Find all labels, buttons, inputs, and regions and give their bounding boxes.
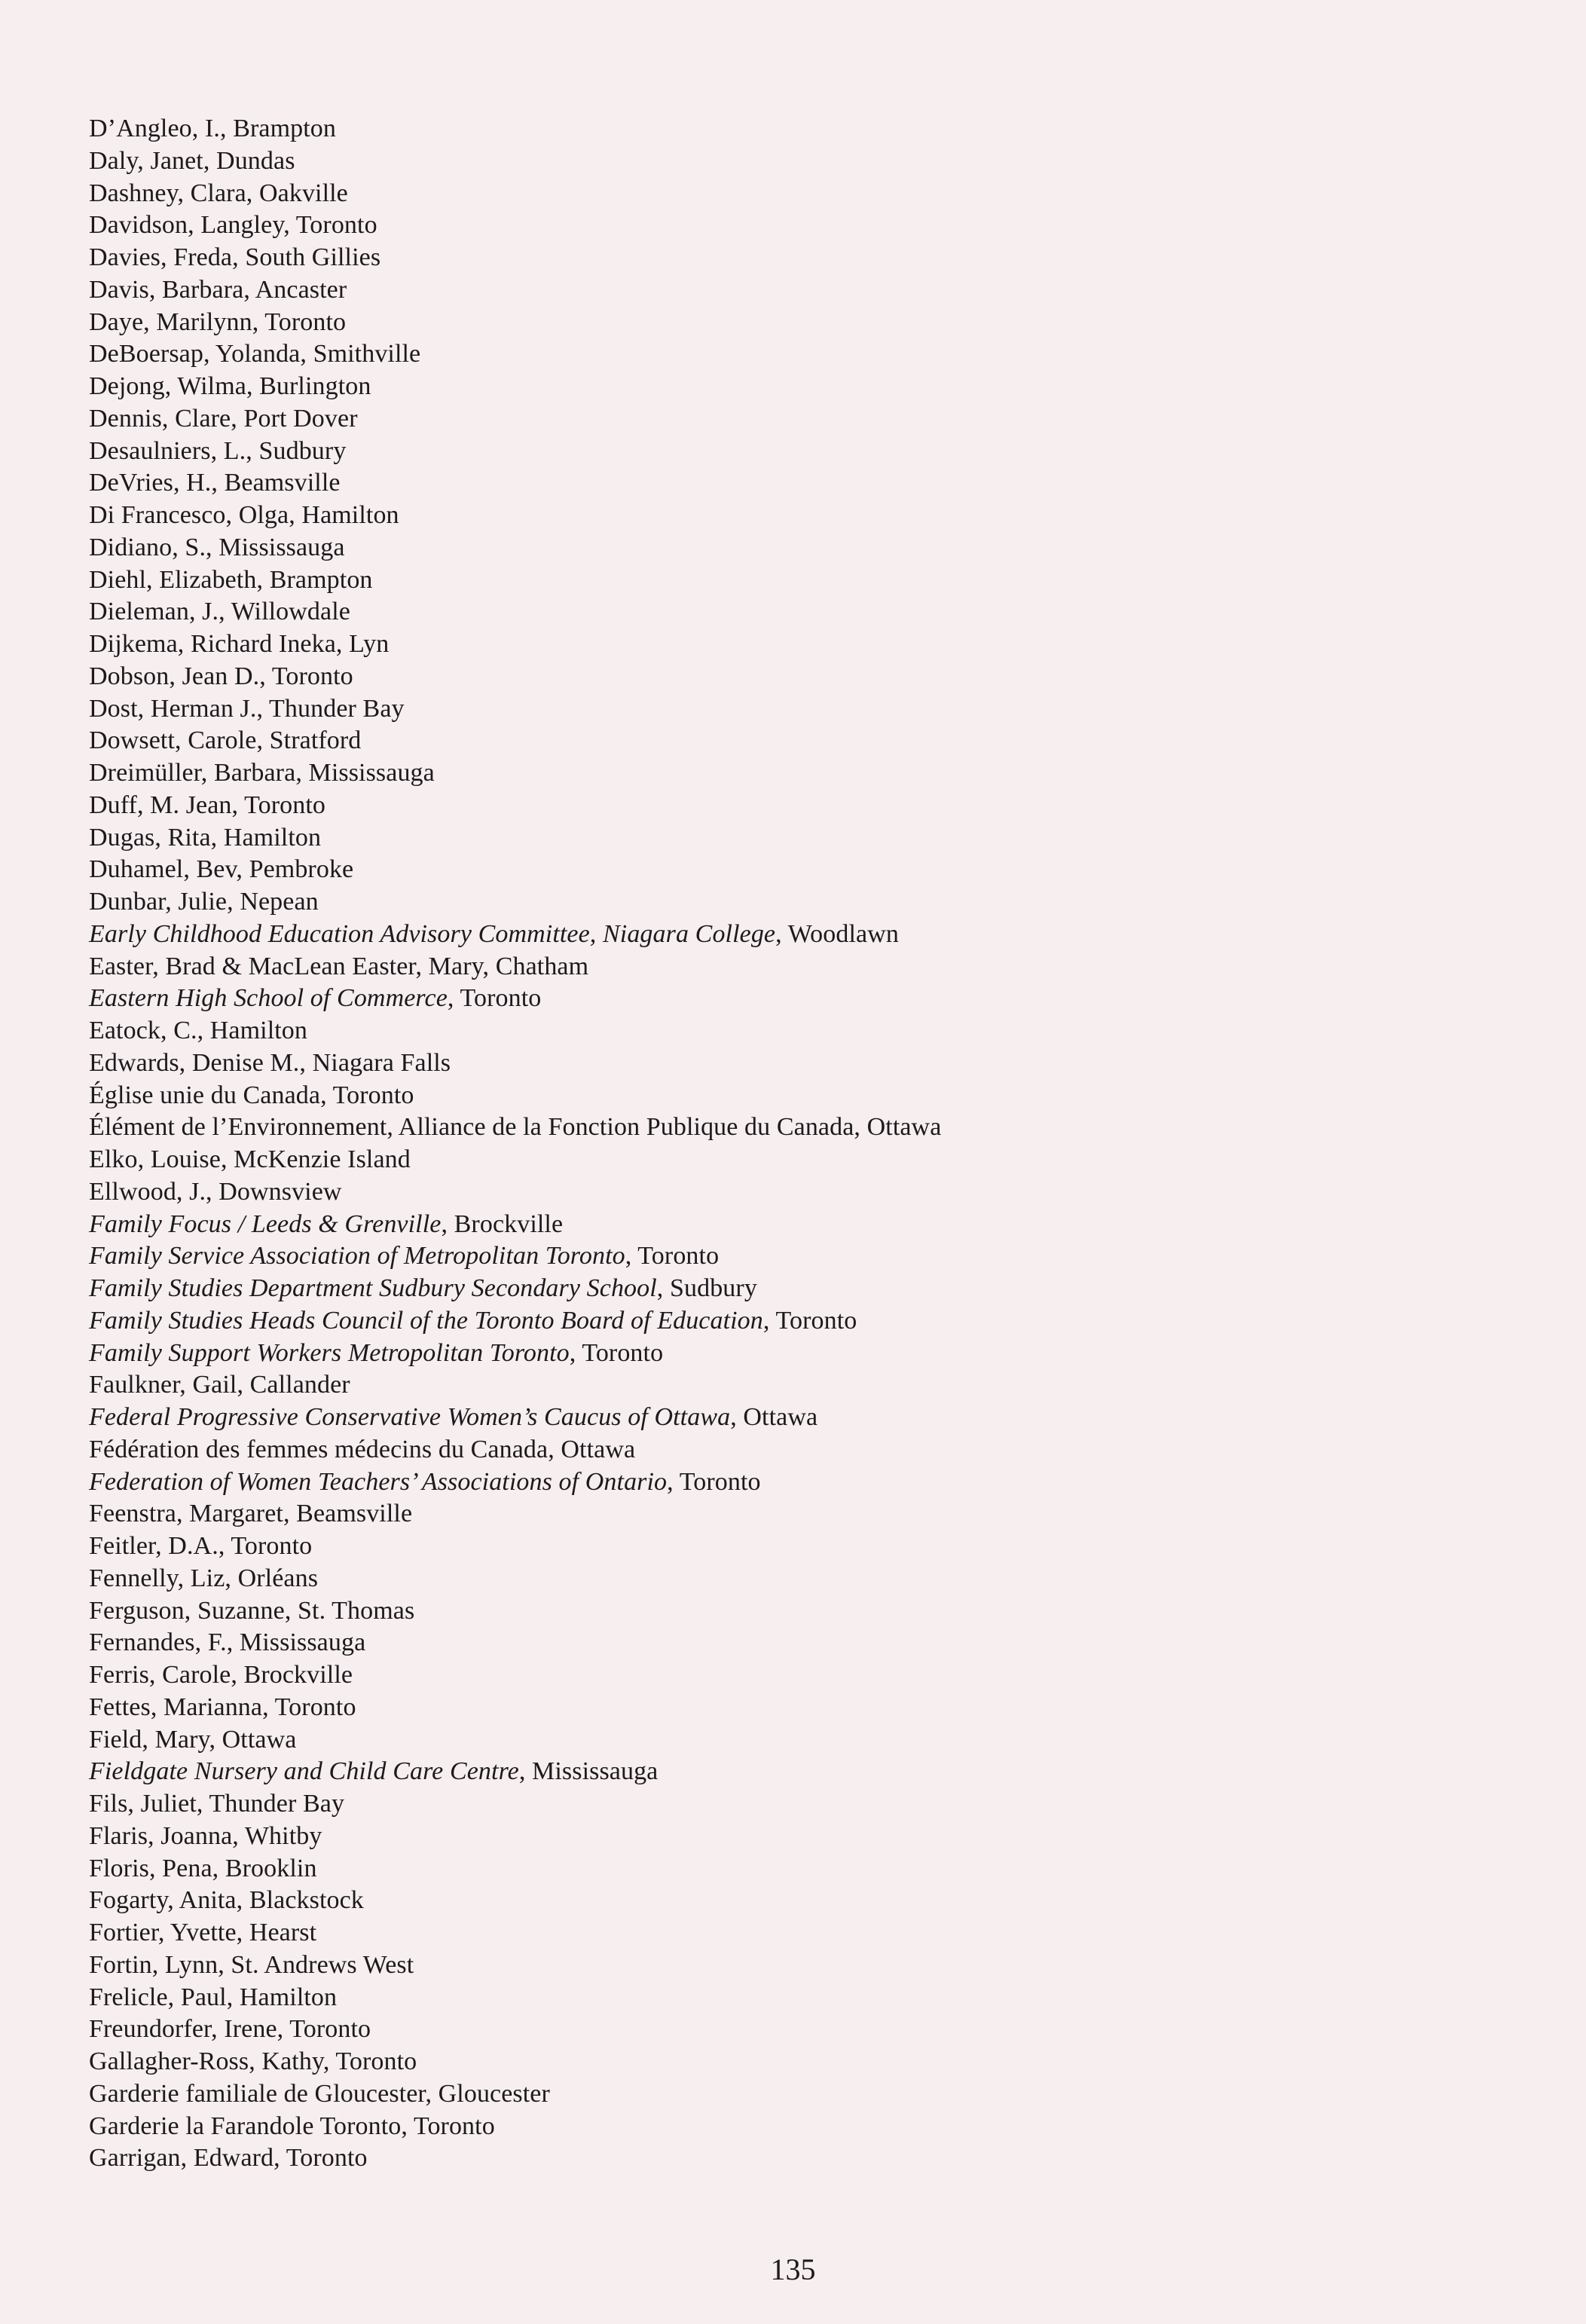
list-item [89,2046,1370,2078]
contributor-location: , Toronto [401,2111,495,2140]
organization-name: Family Studies Department Sudbury Secondary School [89,1274,657,1302]
organization-name: Federal Progressive Conservative Women’s Caucus of Ottawa [89,1403,731,1431]
list-item [89,1595,1370,1628]
contributor-location: , Ancaster [243,275,347,304]
contributor-name: Fennelly, Liz [89,1564,225,1592]
contributor-location: , St. Andrews West [218,1950,414,1979]
contributor-name: Dashney, Clara [89,179,246,207]
contributor-location: , Chatham [482,952,589,980]
organization-name: Eastern High School of Commerce [89,984,448,1013]
contributor-name: Davies, Freda [89,243,233,271]
contributor-name: Fogarty, Anita [89,1886,237,1915]
contributor-location: , Thunder Bay [256,694,405,723]
contributor-location: , Ottawa [854,1113,942,1142]
contributor-location: , Hamilton [210,823,322,852]
list-item [89,1080,1370,1112]
list-item [89,1305,1370,1338]
list-item [89,822,1370,855]
list-item [89,2111,1370,2143]
contributor-name: Dijkema, Richard Ineka [89,630,336,658]
list-item [89,307,1370,339]
contributor-location: , Beamsville [211,469,341,497]
contributor-name: Floris, Pena [89,1854,212,1882]
contributor-location: , Brockville [231,1661,353,1689]
contributor-location: , South Gillies [232,243,381,271]
list-item [89,1659,1370,1692]
list-item [89,178,1370,210]
list-item [89,1821,1370,1853]
list-item [89,1982,1370,2014]
contributor-location: , Hamilton [197,1017,308,1044]
contributor-name: Dunbar, Julie [89,888,228,916]
contributor-name: Ferris, Carole [89,1661,231,1689]
contributor-name: Elko, Louise [89,1145,221,1173]
list-item [89,1209,1370,1241]
contributor-location: , Hamilton [226,1983,338,2011]
contributor-name: Ellwood, J. [89,1177,206,1206]
contributor-name: Feenstra, Margaret [89,1500,283,1528]
contributor-location: , Brockville [441,1209,564,1238]
contributor-location: , Brampton [256,565,373,594]
contributor-location: , Toronto [283,211,377,240]
contributor-location: , Ottawa [730,1403,818,1431]
contributor-location: , Sudbury [656,1274,757,1302]
list-item [89,1015,1370,1047]
contributor-name: Daye, Marilynn [89,307,252,336]
list-item [89,951,1370,983]
contributor-name: Dowsett, Carole [89,726,257,755]
contributor-name: Freundorfer, Irene [89,2015,277,2044]
contributor-location: , Downsview [206,1177,342,1206]
list-item [89,1756,1370,1788]
list-item [89,1434,1370,1466]
list-item [89,1176,1370,1209]
list-item [89,2078,1370,2111]
contributor-name: Didiano, S. [89,533,206,561]
contributor-location: , Toronto [447,984,542,1013]
contributor-name: Garrigan, Edward [89,2144,274,2173]
contributor-location: , Mississauga [206,533,345,561]
contributor-name: Eatock, C. [89,1017,197,1044]
list-item [89,1885,1370,1917]
list-item [89,1112,1370,1144]
list-item [89,1563,1370,1595]
contributor-location: , Toronto [762,1306,857,1335]
contributor-name: Dost, Herman J. [89,694,257,723]
organization-name: Federation of Women Teachers’ Associations of Ontario [89,1467,668,1496]
list-item [89,436,1370,468]
contributor-location: , Mississauga [226,1628,366,1657]
contributor-name: Église unie du Canada [89,1081,321,1109]
organization-name: Fieldgate Nursery and Child Care Centre [89,1757,519,1786]
contributor-location: , Toronto [569,1338,664,1367]
contributor-name: Edwards, Denise M. [89,1048,300,1077]
list-item [89,1788,1370,1821]
contributor-name: Garderie familiale de Gloucester [89,2079,426,2108]
contributor-name: Dobson, Jean D. [89,662,260,690]
contributor-location: , Port Dover [231,404,358,433]
contributor-location: , Smithville [300,340,421,368]
contributor-location: , Gloucester [425,2079,550,2108]
list-item [89,1853,1370,1885]
organization-name: Family Service Association of Metropolitan Toronto [89,1242,625,1271]
list-item [89,1466,1370,1499]
list-item [89,242,1370,274]
contributor-name: Garderie la Farandole Toronto [89,2111,402,2140]
list-item [89,693,1370,726]
contributor-location: , Pembroke [236,855,354,884]
list-item [89,1144,1370,1176]
list-item [89,1338,1370,1370]
list-item [89,467,1370,500]
organization-name: Family Studies Heads Council of the Toronto Board of Education [89,1306,763,1335]
contributor-location: , Toronto [262,1693,356,1721]
contributor-name: Flaris, Joanna [89,1821,233,1850]
list-item [89,919,1370,951]
contributor-name: DeBoersap, Yolanda [89,340,301,368]
list-item [89,1530,1370,1563]
contributor-location: , Burlington [246,372,371,400]
list-item [89,1047,1370,1080]
contributor-name: Duhamel, Bev [89,855,237,884]
contributor-location: , Toronto [231,790,325,819]
list-item [89,596,1370,628]
contributor-list [89,113,1370,2175]
contributor-location: , McKenzie Island [220,1145,411,1173]
contributor-location: , Blackstock [236,1886,364,1915]
contributor-name: Duff, M. Jean [89,790,232,819]
contributor-location: , Toronto [277,2015,371,2044]
contributor-location: , Nepean [227,888,319,916]
contributor-location: , Toronto [320,1081,414,1109]
list-item [89,628,1370,661]
contributor-name: Ferguson, Suzanne [89,1596,285,1625]
contributor-location: , Mississauga [295,759,435,787]
list-item [89,1402,1370,1434]
list-item [89,1692,1370,1724]
list-item [89,532,1370,564]
contributor-location: , Stratford [256,726,362,755]
list-item [89,500,1370,532]
list-item [89,145,1370,178]
contributor-name: Dejong, Wilma [89,372,246,400]
list-item [89,1917,1370,1949]
contributor-name: Field, Mary [89,1725,209,1754]
list-item [89,113,1370,145]
contributor-name: Easter, Brad & MacLean Easter, Mary [89,952,483,980]
contributor-name: D’Angleo, I. [89,115,220,142]
contributor-location: , Brooklin [212,1854,317,1882]
contributor-location: , Whitby [232,1821,322,1850]
list-item [89,790,1370,822]
contributor-name: Fortin, Lynn [89,1950,218,1979]
list-item [89,886,1370,919]
contributor-location: , Ottawa [209,1725,297,1754]
contributor-location: , Toronto [259,662,353,690]
contributor-location: , Toronto [322,2047,417,2075]
contributor-name: Desaulniers, L. [89,436,246,465]
contributor-name: Fédération des femmes médecins du Canada [89,1435,549,1463]
list-item [89,661,1370,693]
contributor-name: Dugas, Rita [89,823,211,852]
contributor-location: , St. Thomas [284,1596,415,1625]
list-item [89,854,1370,886]
contributor-location: , Niagara Falls [299,1048,451,1077]
contributor-location: , Mississauga [518,1757,659,1786]
contributor-name: Frelicle, Paul [89,1983,227,2011]
list-item [89,983,1370,1015]
list-item [89,1369,1370,1402]
contributor-location: , Hamilton [289,501,399,529]
list-item [89,209,1370,242]
contributor-location: , Brampton [220,115,336,142]
list-item [89,1949,1370,1982]
contributor-name: Davidson, Langley [89,211,284,240]
list-item [89,371,1370,403]
contributor-name: Fettes, Marianna [89,1693,263,1721]
list-item [89,725,1370,757]
contributor-location: , Sudbury [246,436,347,465]
contributor-location: , Beamsville [283,1500,413,1528]
list-item [89,1498,1370,1530]
page-number: 135 [770,2252,816,2286]
contributor-location: , Toronto [625,1242,720,1271]
contributor-name: Daly, Janet [89,146,203,175]
list-item [89,1627,1370,1659]
list-item [89,1240,1370,1273]
list-item [89,274,1370,307]
list-item [89,564,1370,597]
contributor-name: Di Francesco, Olga [89,501,289,529]
contributor-name: Davis, Barbara [89,275,244,304]
list-item [89,2142,1370,2175]
contributor-name: Fortier, Yvette [89,1919,237,1946]
contributor-location: , Willowdale [218,598,350,626]
contributor-name: Faulkner, Gail [89,1371,237,1399]
contributor-location: , Oakville [246,179,348,207]
list-item [89,403,1370,436]
contributor-name: Gallagher-Ross, Kathy [89,2047,323,2075]
contributor-name: DeVries, H. [89,469,212,497]
contributor-name: Dieleman, J. [89,598,219,626]
list-item [89,1724,1370,1757]
contributor-name: Diehl, Elizabeth [89,565,257,594]
contributor-location: , Toronto [218,1532,313,1560]
contributor-name: Dennis, Clare [89,404,231,433]
contributor-location: , Toronto [667,1467,761,1496]
contributor-name: Élément de l’Environnement, Alliance de la Fonction Publique du Canada [89,1113,854,1142]
contributor-location: , Ottawa [548,1435,636,1463]
contributor-name: Fernandes, F. [89,1628,227,1657]
organization-name: Family Focus / Leeds & Grenville [89,1209,442,1238]
contributor-location: , Callander [237,1371,350,1399]
contributor-location: , Thunder Bay [196,1790,345,1818]
contributor-location: , Lyn [335,630,390,658]
list-item [89,2014,1370,2046]
contributor-name: Feitler, D.A. [89,1532,218,1560]
list-item [89,338,1370,371]
contributor-location: , Hearst [236,1919,317,1946]
contributor-location: , Toronto [252,307,347,336]
contributor-name: Fils, Juliet [89,1790,197,1818]
contributor-location: , Orléans [225,1564,319,1592]
list-item [89,757,1370,790]
organization-name: Early Childhood Education Advisory Committee, Niagara College [89,919,776,948]
contributor-location: , Toronto [274,2144,368,2173]
organization-name: Family Support Workers Metropolitan Toronto [89,1338,570,1367]
list-item [89,1273,1370,1305]
contributor-name: Dreimüller, Barbara [89,759,296,787]
contributor-location: , Woodlawn [775,919,899,948]
contributor-location: , Dundas [203,146,295,175]
